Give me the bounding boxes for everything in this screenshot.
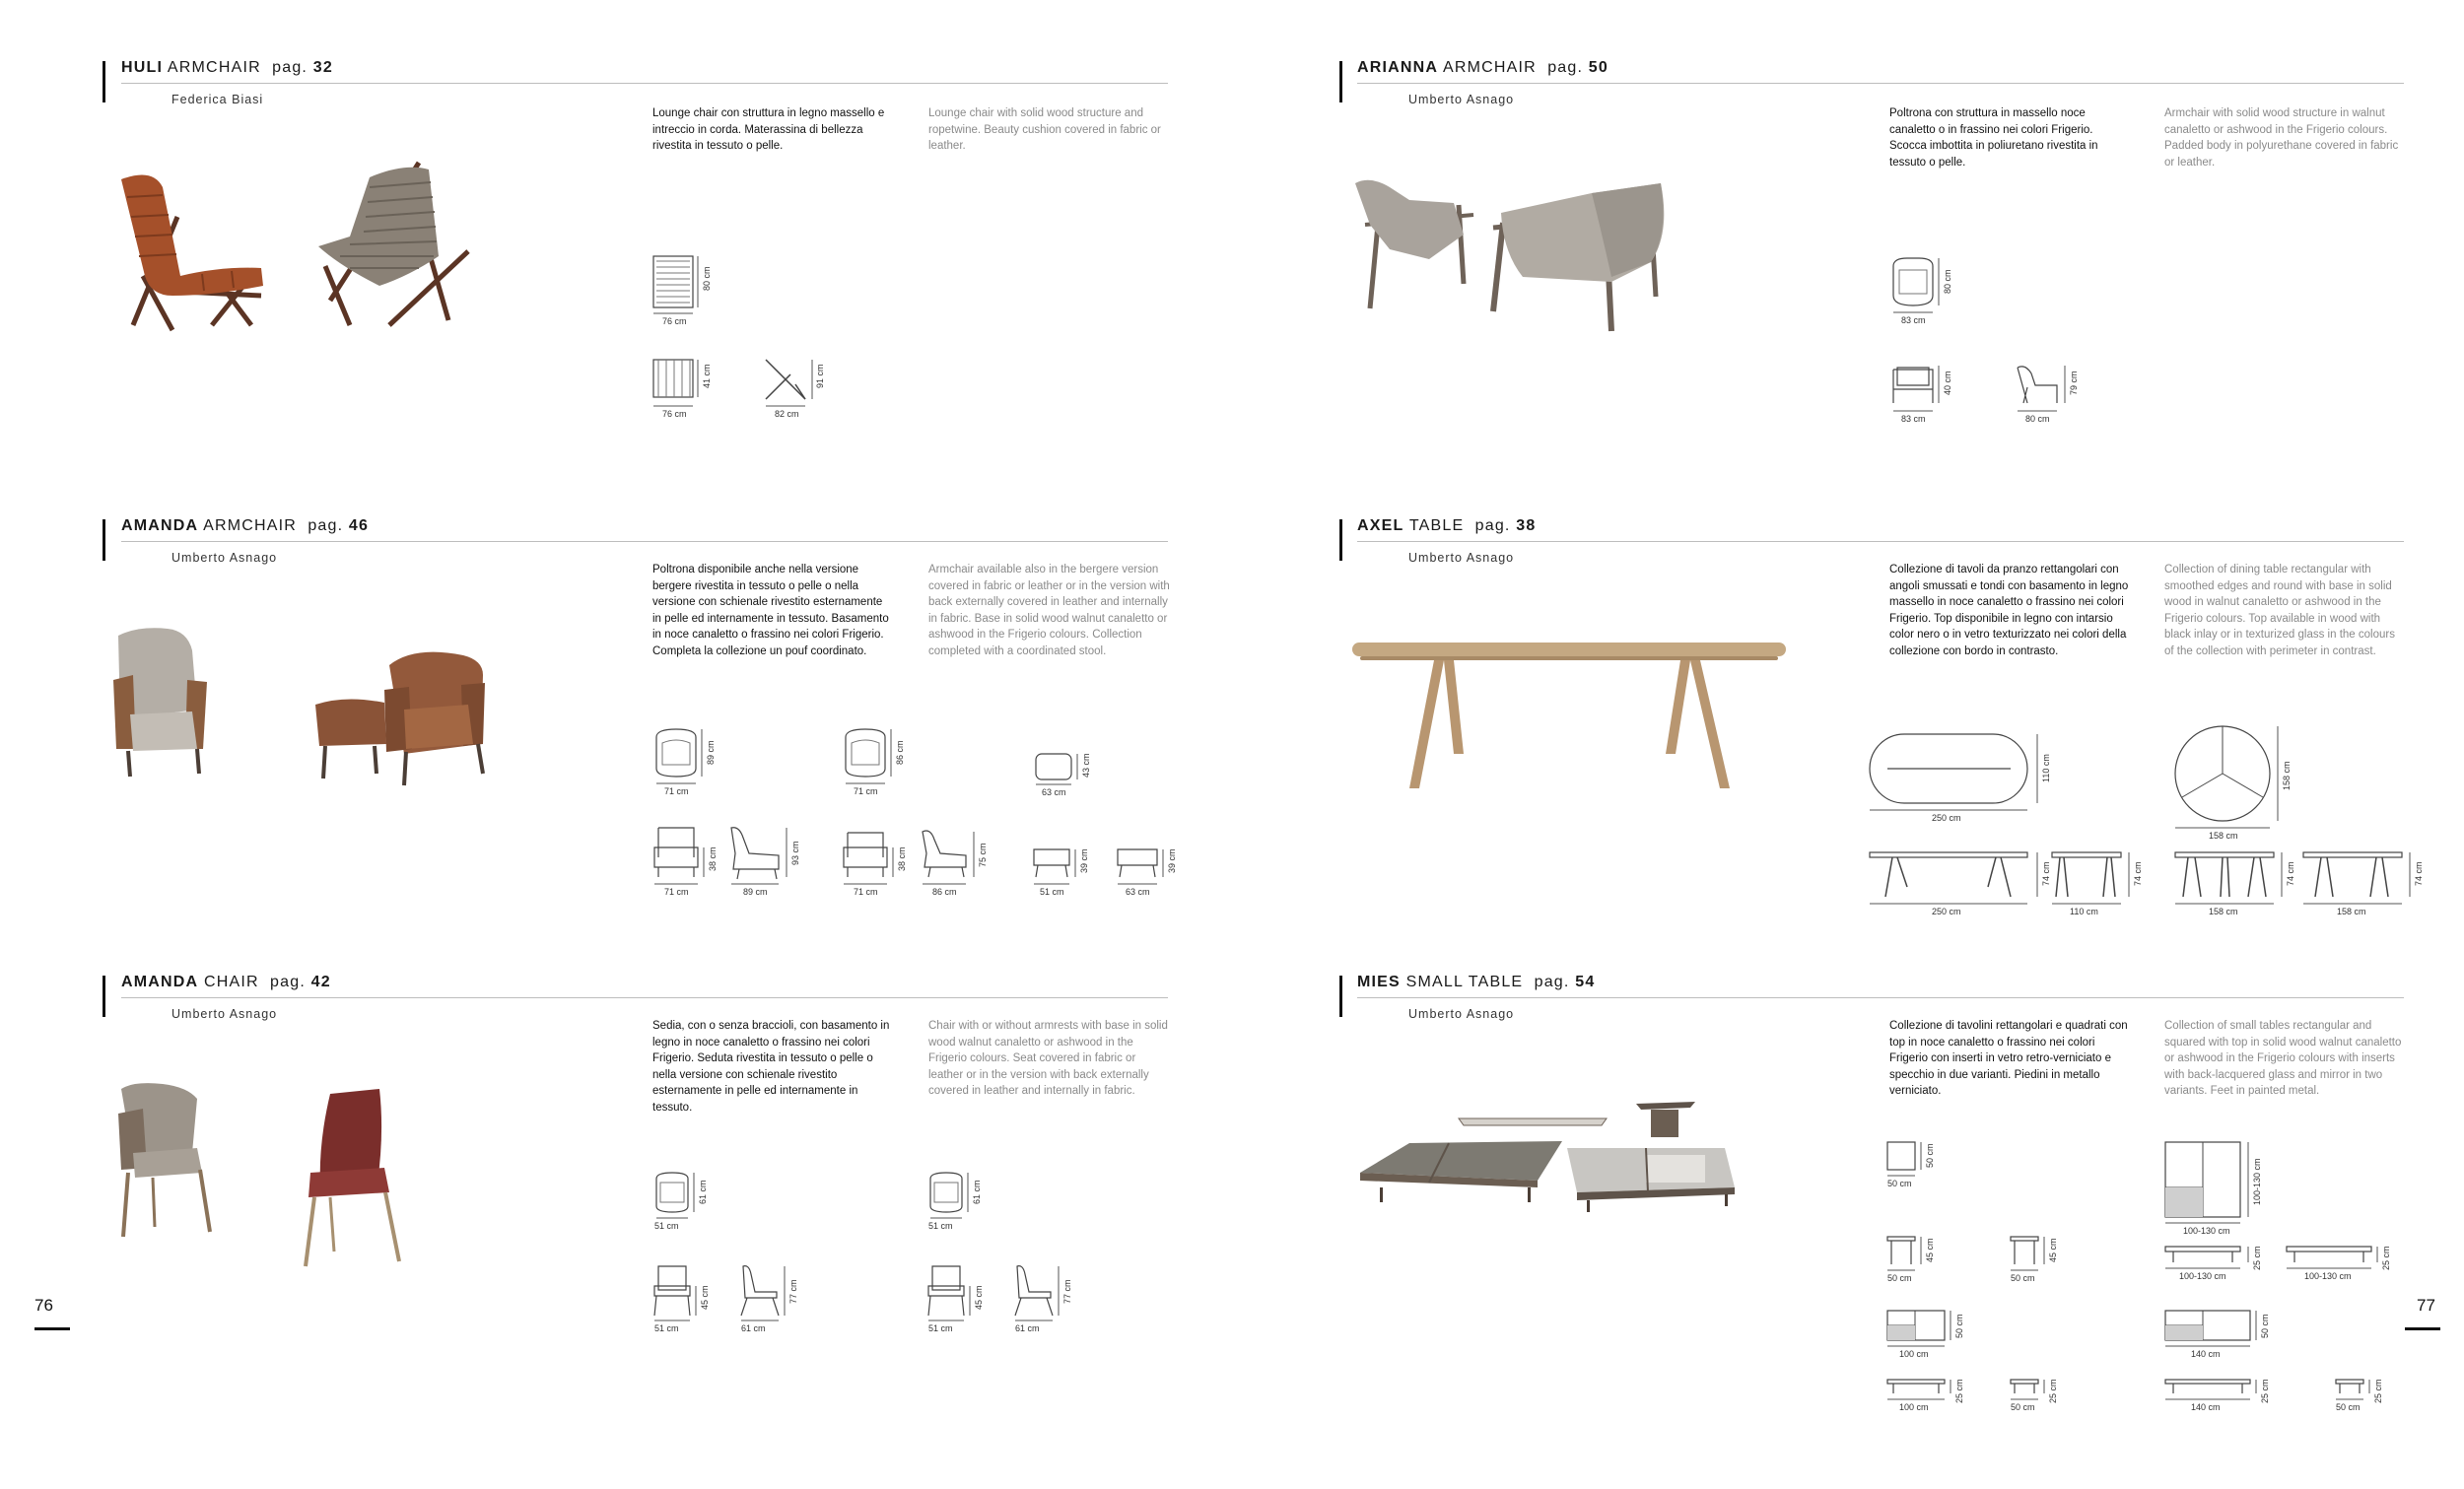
amanda-front-view-1 [654,828,718,897]
amanda-chair-armrest-side-view [741,1266,798,1333]
description-english: Collection of dining table rectangular with smoothed edges and round with base in solid wood in walnut canaletto or ashwood in the Frigerio colours. Top available in wood with black inlay or in texturized glass in the colours of the collection with perimeter in contrast. [2164,564,2395,657]
dimension-label: 50 cm [2336,1402,2361,1412]
amanda-side-view-1 [731,828,800,897]
dimension-label: 39 cm [1167,848,1177,873]
dimension-label: 61 cm [698,1180,708,1204]
dimension-label: 77 cm [1062,1279,1072,1304]
dimension-label: 51 cm [928,1221,953,1231]
page-reference[interactable]: 46 [348,517,370,534]
huli-chair-rope-photo [318,163,468,325]
dimension-label: 45 cm [974,1285,984,1310]
page-reference[interactable]: 38 [1516,517,1537,534]
dimension-label: 110 cm [2070,907,2098,916]
huli-side-view-drawing [766,360,825,419]
amanda-chair-side-view [1015,1266,1072,1333]
page-number-left-dash [34,1327,70,1330]
dimension-label: 86 cm [895,740,905,765]
amanda-pouf-front-view [1034,848,1089,897]
huli-dimension-drawings [650,251,848,429]
amanda-armchair-dimension-drawings [650,729,1183,907]
amanda-pouf-top-view [1036,753,1091,797]
dimension-label: 250 cm [1932,813,1961,823]
dimension-label: 93 cm [790,841,800,865]
mies-dimension-drawings [1885,1138,2418,1414]
dimension-label: 50 cm [2011,1402,2035,1412]
product-name: AXEL [1357,517,1404,534]
dimension-label: 50 cm [1887,1273,1912,1283]
description-italian: Poltrona disponibile anche nella versione bergere rivestita in tessuto o pelle o nella versione con schienale rivestito esternamente in pelle ed internamente in tessuto. Basamento in noce canaletto o frassino nei colori Frigerio. Completa la collezione un pouf coordinato. [652,564,889,657]
arianna-side-view-drawing [2018,366,2079,424]
product-type: ARMCHAIR [1442,59,1537,76]
huli-armchair-photos [103,158,508,335]
description-english: Armchair with solid wood structure in walnut canaletto or ashwood in the Frigerio colours. Padded body in polyurethane covered in fabric or leather. [2164,107,2399,169]
dimension-label: 75 cm [978,843,988,867]
dimension-label: 40 cm [1943,371,1952,395]
dimension-label: 38 cm [897,846,907,871]
heading-rule [121,997,1168,998]
product-type: ARMCHAIR [203,517,298,534]
axel-table-photo [1350,631,1794,808]
designer-name: Umberto Asnago [171,1007,278,1021]
huli-front-view-drawing [653,360,712,419]
page-label: pag. [272,59,308,76]
dimension-label: 51 cm [654,1221,679,1231]
dimension-label: 74 cm [2041,861,2051,886]
dimension-label: 158 cm [2209,831,2238,841]
dimension-label: 63 cm [1042,787,1066,797]
huli-chair-rust-photo [121,175,263,331]
dimension-label: 50 cm [2260,1314,2270,1338]
amanda-chair-red-photo [306,1089,399,1266]
designer-name: Umberto Asnago [1408,1007,1515,1021]
dimension-label: 76 cm [662,316,687,326]
dimension-label: 25 cm [2252,1246,2262,1270]
mies-rect-100-top-view [1887,1311,1964,1359]
axel-rectangular-front-view [1870,852,2051,916]
dimension-label: 89 cm [743,887,768,897]
dimension-label: 61 cm [741,1323,766,1333]
dimension-label: 45 cm [2048,1238,2058,1262]
dimension-label: 25 cm [2260,1379,2270,1403]
description-english: Collection of small tables rectangular and squared with top in solid wood walnut canaletto or ashwood in the Frigerio colours with inserts with back-lacquered glass and mirror in two variants. Feet in painted metal. [2164,1020,2402,1098]
amanda-bergere-photo [113,628,207,777]
dimension-label: 140 cm [2191,1402,2221,1412]
mies-rect-140-side-view [2336,1379,2383,1412]
amanda-chair-dimension-drawings [650,1173,1094,1335]
dimension-label: 50 cm [1925,1143,1935,1168]
dimension-label: 100 cm [1899,1402,1929,1412]
dimension-label: 158 cm [2337,907,2366,916]
dimension-label: 50 cm [1887,1179,1912,1188]
dimension-label: 71 cm [664,786,689,796]
dimension-label: 63 cm [1126,887,1150,897]
arianna-dimension-drawings [1887,256,2085,434]
product-heading [1357,59,1608,77]
dimension-label: 51 cm [654,1323,679,1333]
dimension-label: 158 cm [2282,761,2292,790]
mies-large-square-front-view-2 [2287,1246,2391,1281]
arianna-front-view-drawing [1893,366,1952,424]
arianna-chair-front-photo [1493,183,1664,331]
dimension-label: 25 cm [2381,1246,2391,1270]
page-reference[interactable]: 50 [1588,59,1608,76]
dimension-label: 100-130 cm [2304,1271,2352,1281]
product-type: TABLE [1408,517,1465,534]
section-marker [1339,519,1342,561]
page-label: pag. [1547,59,1584,76]
arianna-chair-back-photo [1355,180,1473,308]
amanda-chair-top-view [928,1173,982,1231]
axel-round-top-view [2175,726,2292,841]
amanda-chair-front-view [928,1266,984,1333]
heading-rule [1357,83,2404,84]
amanda-chair-photos [113,1079,448,1276]
dimension-label: 25 cm [2048,1379,2058,1403]
huli-top-view-drawing [653,256,712,326]
dimension-label: 25 cm [1954,1379,1964,1403]
section-marker [103,61,105,102]
designer-name: Federica Biasi [171,93,264,106]
page-reference[interactable]: 32 [312,59,333,76]
mies-square-50-top-view [1887,1142,1935,1188]
dimension-label: 83 cm [1901,315,1926,325]
dimension-label: 71 cm [854,786,878,796]
heading-rule [1357,997,2404,998]
mies-rect-100-front-view [1887,1379,1964,1412]
description-italian: Poltrona con struttura in massello noce canaletto o in frassino nei colori Frigerio. Scocca imbottita in poliuretano rivestita in tessuto o pelle. [1889,107,2098,169]
mies-large-square-front-view-1 [2165,1246,2262,1281]
dimension-label: 74 cm [2286,861,2295,886]
dimension-label: 80 cm [702,266,712,291]
section-marker [103,519,105,561]
mies-rect-140-front-view [2165,1379,2270,1412]
axel-round-side-view [2303,852,2424,916]
product-type: ARMCHAIR [167,59,261,76]
amanda-top-view-2 [846,729,905,796]
page-label: pag. [270,974,306,990]
dimension-label: 80 cm [2025,414,2050,424]
product-heading [121,974,331,991]
page-label: pag. [308,517,344,534]
amanda-pouf-side-view [1118,848,1177,897]
dimension-label: 61 cm [972,1180,982,1204]
axel-rectangular-side-view [2052,852,2143,916]
amanda-chair-armrest-photo [118,1083,210,1237]
product-heading [1357,974,1595,991]
product-heading [121,59,333,77]
mies-small-table-photo [1350,1094,1745,1242]
amanda-chair-armrest-front-view [654,1266,710,1333]
page-label: pag. [1474,517,1511,534]
dimension-label: 41 cm [702,364,712,388]
product-name: MIES [1357,974,1401,990]
dimension-label: 38 cm [708,846,718,871]
dimension-label: 25 cm [2373,1379,2383,1403]
dimension-label: 51 cm [1040,887,1064,897]
amanda-armchair-photos [108,621,532,798]
dimension-label: 45 cm [700,1285,710,1310]
arianna-armchair-photos [1350,166,1666,343]
dimension-label: 91 cm [815,364,825,388]
product-name: AMANDA [121,974,199,990]
page-label: pag. [1534,974,1570,990]
axel-dimension-drawings [1868,729,2424,921]
dimension-label: 76 cm [662,409,687,419]
mies-square-50-front-view-2 [2011,1237,2058,1283]
dimension-label: 82 cm [775,409,799,419]
dimension-label: 100-130 cm [2252,1158,2262,1205]
dimension-label: 71 cm [854,887,878,897]
heading-rule [121,83,1168,84]
dimension-label: 50 cm [1954,1314,1964,1338]
description-italian: Sedia, con o senza braccioli, con basamento in legno in noce canaletto o frassino nei colori Frigerio. Seduta rivestita in tessuto o pelle o nella versione con schienale rivestito esternamente in pelle ed internamente in tessuto. [652,1020,890,1114]
page-number-right: 77 [2417,1296,2435,1315]
dimension-label: 80 cm [1943,269,1952,294]
amanda-armchair-with-pouf-photo [315,652,485,785]
product-heading [121,517,369,535]
dimension-label: 50 cm [2011,1273,2035,1283]
dimension-label: 100 cm [1899,1349,1929,1359]
dimension-label: 74 cm [2414,861,2424,886]
axel-round-front-view [2175,852,2295,916]
amanda-chair-armrest-top-view [654,1173,708,1231]
amanda-top-view-1 [656,729,716,796]
description-italian: Lounge chair con struttura in legno massello e intreccio in corda. Materassina di bellezza rivestita in tessuto o pelle. [652,107,885,153]
description-english: Chair with or without armrests with base in solid wood walnut canaletto or ashwood in the Frigerio colours. Seat covered in fabric or leather or in the version with back externally covered in leather and internally in fabric. [928,1020,1168,1098]
description-english: Lounge chair with solid wood structure and ropetwine. Beauty cushion covered in fabric or leather. [928,107,1161,153]
dimension-label: 45 cm [1925,1238,1935,1262]
designer-name: Umberto Asnago [1408,551,1515,565]
dimension-label: 77 cm [788,1279,798,1304]
page-reference[interactable]: 54 [1575,974,1596,990]
dimension-label: 250 cm [1932,907,1961,916]
product-type: SMALL TABLE [1405,974,1524,990]
heading-rule [1357,541,2404,542]
dimension-label: 71 cm [664,887,689,897]
description-italian: Collezione di tavoli da pranzo rettangolari con angoli smussati e tondi con basamento in legno massello in noce canaletto o frassino nei colori Frigerio. Top disponibile in legno con intarsio color nero o in vetro texturizzato nei colori della collezione con bordo in contrasto. [1889,564,2129,657]
dimension-label: 100-130 cm [2183,1226,2230,1236]
dimension-label: 140 cm [2191,1349,2221,1359]
arianna-top-view-drawing [1893,258,1952,325]
dimension-label: 51 cm [928,1323,953,1333]
dimension-label: 83 cm [1901,414,1926,424]
product-name: HULI [121,59,164,76]
amanda-side-view-2 [923,831,988,897]
page-reference[interactable]: 42 [310,974,331,990]
mies-square-50-front-view-1 [1887,1237,1935,1283]
axel-rectangular-top-view [1870,734,2051,823]
product-name: AMANDA [121,517,199,534]
page-number-left: 76 [34,1296,53,1315]
designer-name: Umberto Asnago [171,551,278,565]
dimension-label: 61 cm [1015,1323,1040,1333]
description-italian: Collezione di tavolini rettangolari e quadrati con top in noce canaletto o frassino nei colori Frigerio con inserti in vetro retro-verniciato e specchio in due varianti. Piedini in metallo verniciato. [1889,1020,2128,1098]
dimension-label: 89 cm [706,740,716,765]
dimension-label: 100-130 cm [2179,1271,2226,1281]
dimension-label: 74 cm [2133,861,2143,886]
designer-name: Umberto Asnago [1408,93,1515,106]
dimension-label: 79 cm [2069,371,2079,395]
mies-rect-140-top-view [2165,1311,2270,1359]
description-english: Armchair available also in the bergere version covered in fabric or leather or in the version with back externally covered in leather and internally in fabric. Base in solid wood walnut canaletto or ashwood in the Frigerio colours. Collection completed with a coordinated stool. [928,564,1170,657]
amanda-front-view-2 [844,833,907,897]
dimension-label: 110 cm [2041,754,2051,782]
section-marker [1339,61,1342,102]
heading-rule [121,541,1168,542]
mies-large-square-top-view [2165,1142,2262,1236]
dimension-label: 43 cm [1081,753,1091,778]
section-marker [1339,976,1342,1017]
dimension-label: 39 cm [1079,848,1089,873]
product-name: ARIANNA [1357,59,1439,76]
product-type: CHAIR [203,974,259,990]
section-marker [103,976,105,1017]
dimension-label: 158 cm [2209,907,2238,916]
dimension-label: 86 cm [932,887,957,897]
mies-rect-100-side-view [2011,1379,2058,1412]
product-heading [1357,517,1536,535]
